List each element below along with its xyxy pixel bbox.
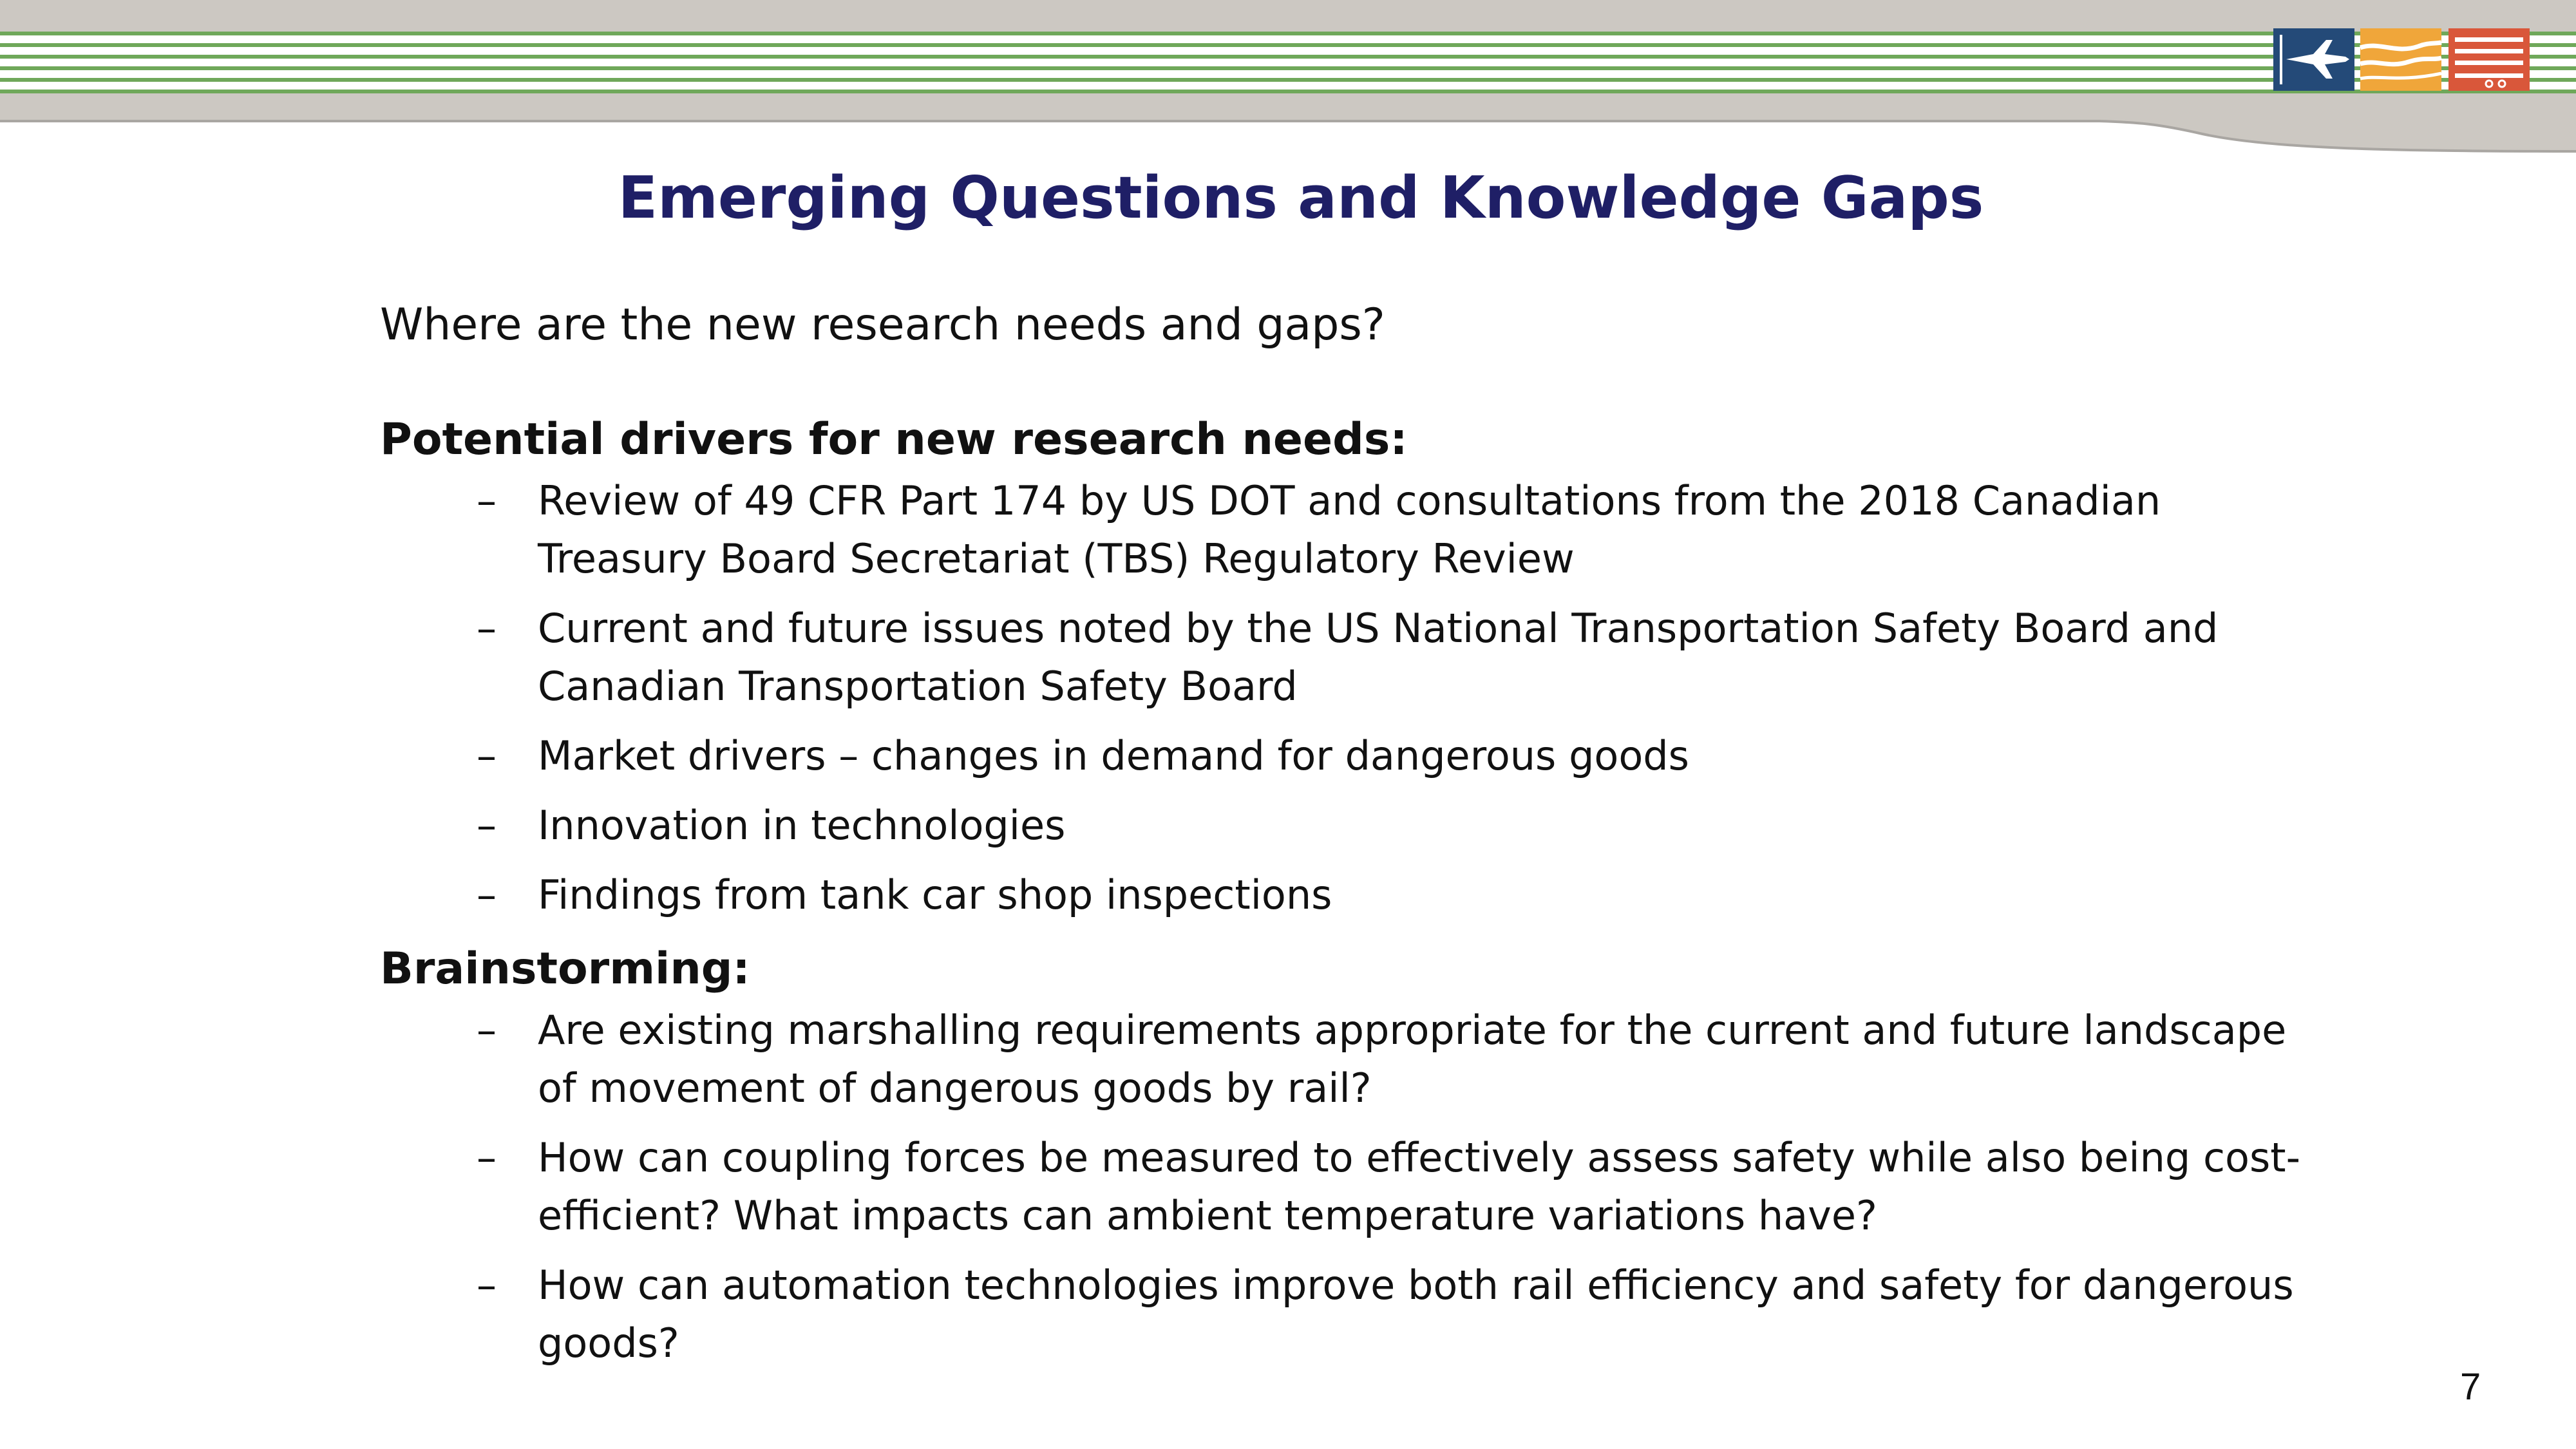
dash-icon: – [477,477,497,524]
brainstorming-list [380,1001,2325,1372]
brainstorming-heading: Brainstorming: [380,943,750,994]
list-item: – Review of 49 CFR Part 174 by US DOT and consultations from the 2018 Canadian Treasury Board Secretariat (TBS) Regulatory Review [380,472,2325,588]
slide-content [380,293,2325,1384]
intro-question: Where are the new research needs and gaps? [380,299,1385,350]
dash-icon: – [477,1007,497,1054]
drivers-list [380,472,2325,924]
dash-icon: – [477,1262,497,1309]
dash-icon: – [477,871,497,918]
dash-icon: – [477,1134,497,1181]
list-item: – Market drivers – changes in demand for dangerous goods [380,727,2325,785]
drivers-heading: Potential drivers for new research needs: [380,414,1408,465]
dash-icon: – [477,802,497,849]
list-item: – Findings from tank car shop inspections [380,866,2325,924]
list-item: – Are existing marshalling requirements appropriate for the current and future landscape of movement of dangerous goods by rail? [380,1001,2325,1117]
list-item: – How can coupling forces be measured to effectively assess safety while also being cost-efficient? What impacts can ambient temperature variations have? [380,1129,2325,1245]
transport-modes-logo-icon [2273,28,2530,91]
list-item: – How can automation technologies improve both rail efficiency and safety for dangerous goods? [380,1256,2325,1372]
dash-icon: – [477,605,497,652]
header-banner [0,0,2576,161]
dash-icon: – [477,732,497,779]
list-item: – Innovation in technologies [380,797,2325,855]
page-number: 7 [2460,1366,2481,1408]
page-title: Emerging Questions and Knowledge Gaps [618,164,1984,232]
list-item: – Current and future issues noted by the US National Transportation Safety Board and Canadian Transportation Safety Board [380,600,2325,715]
